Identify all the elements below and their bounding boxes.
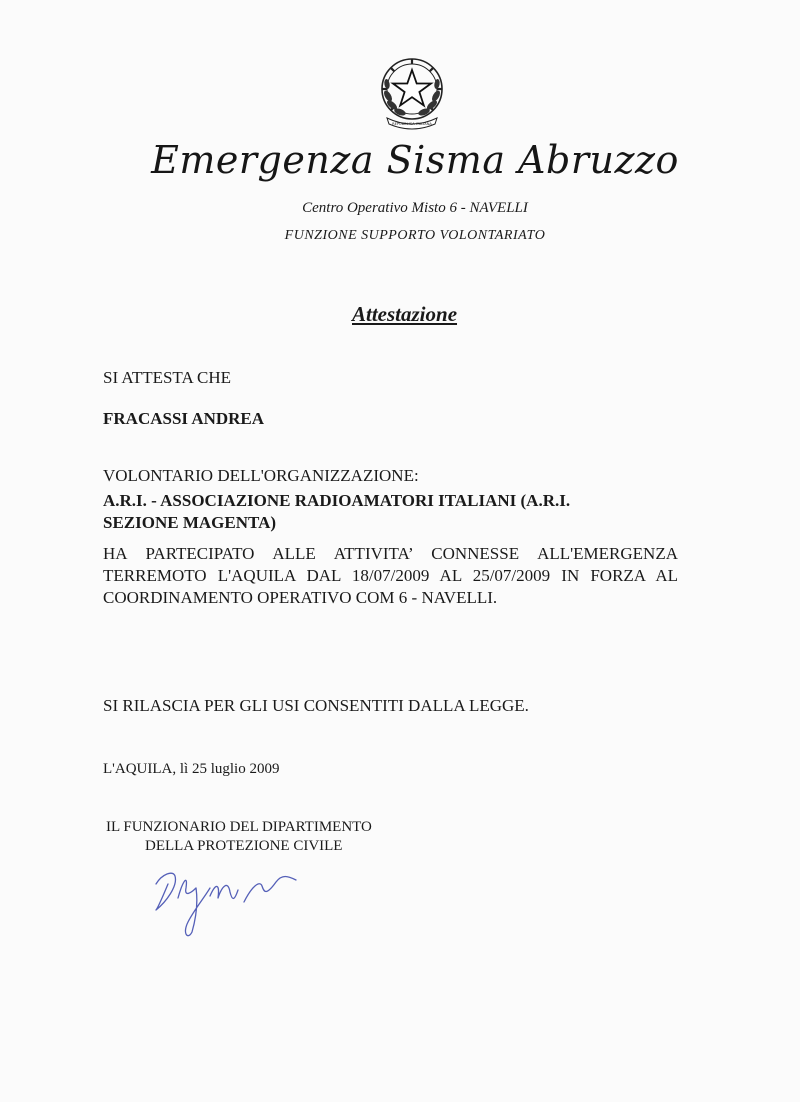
org-name-line1: A.R.I. - ASSOCIAZIONE RADIOAMATORI ITALIANI (A.R.I. [103,491,571,510]
person-name: FRACASSI ANDREA [103,409,265,428]
statement-line1: HA PARTECIPATO ALLE ATTIVITA’ CONNESSE ALL'EMERGENZA [103,544,678,563]
place-date: L'AQUILA, lì 25 luglio 2009 [103,761,280,777]
intro-text: SI ATTESTA CHE [103,368,232,387]
italian-republic-emblem-icon [377,56,447,130]
org-name-line2: SEZIONE MAGENTA) [103,513,277,532]
statement-line2: TERREMOTO L'AQUILA DAL 18/07/2009 AL 25/07/2009 IN FORZA AL [103,566,678,585]
signature-image [148,862,314,940]
header-subtitle-centro: Centro Operativo Misto 6 - NAVELLI [302,200,528,216]
header-subtitle-funzione: FUNZIONE SUPPORTO VOLONTARIATO [284,228,546,243]
document-heading: Attestazione [352,302,458,326]
release-note: SI RILASCIA PER GLI USI CONSENTITI DALLA LEGGE. [103,696,529,715]
header-title: Emergenza Sisma Abruzzo [151,138,679,182]
seal-caption: REPUBBLICA ITALIANA [392,122,432,126]
statement-line3: COORDINAMENTO OPERATIVO COM 6 - NAVELLI. [103,588,498,607]
signatory-role-line2: DELLA PROTEZIONE CIVILE [145,838,343,854]
signatory-role-line1: IL FUNZIONARIO DEL DIPARTIMENTO [106,819,372,835]
statement-paragraph [103,543,678,609]
org-label: VOLONTARIO DELL'ORGANIZZAZIONE: [103,466,419,485]
